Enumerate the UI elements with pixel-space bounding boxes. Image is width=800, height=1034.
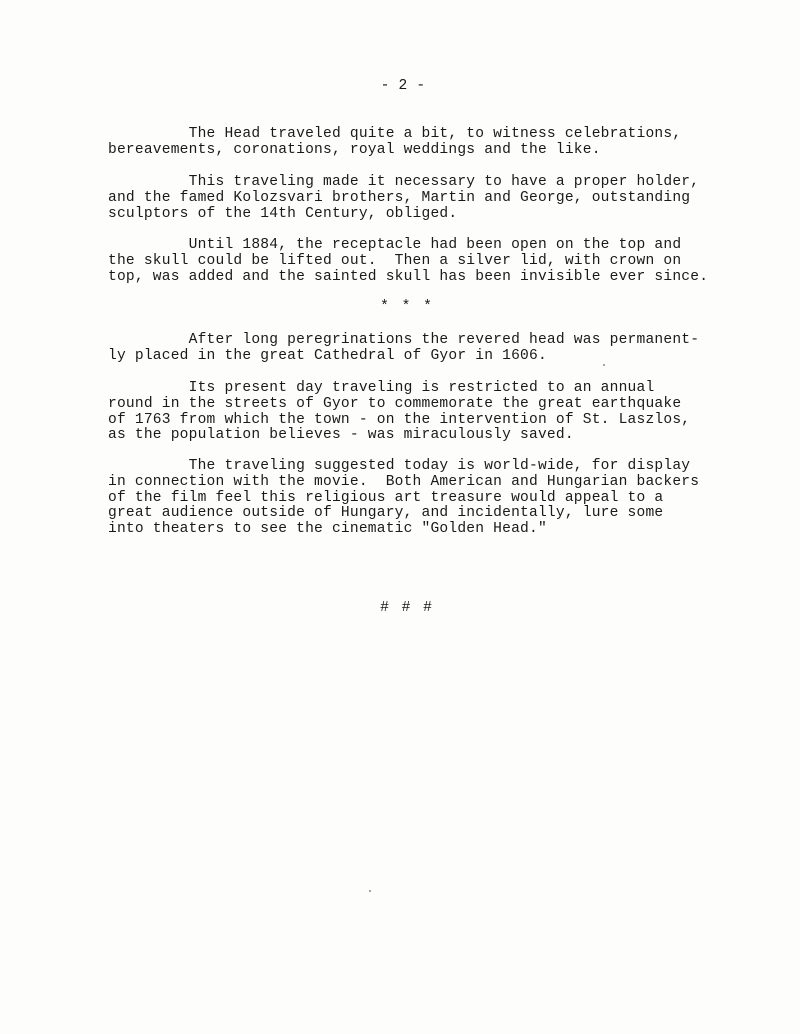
paragraph-line: and the famed Kolozsvari brothers, Martin and George, outstanding bbox=[108, 189, 691, 206]
paragraph-proper-holder bbox=[108, 175, 748, 222]
paragraph-line: in connection with the movie. Both American and Hungarian backers bbox=[108, 473, 700, 490]
paragraph-line: the skull could be lifted out. Then a silver lid, with crown on bbox=[108, 252, 682, 269]
page-number: - 2 - bbox=[380, 78, 426, 94]
paper-speck bbox=[603, 364, 605, 366]
paragraph-head-traveled bbox=[108, 127, 748, 159]
paragraph-line: This traveling made it necessary to have a proper holder, bbox=[108, 174, 700, 190]
paragraph-line: round in the streets of Gyor to commemorate the great earthquake bbox=[108, 395, 682, 412]
paragraph-line: as the population believes - was miraculously saved. bbox=[108, 427, 574, 444]
paragraph-line: of the film feel this religious art treasure would appeal to a bbox=[108, 489, 664, 506]
paragraph-line: After long peregrinations the revered head was permanent- bbox=[108, 332, 700, 348]
paragraph-cathedral bbox=[108, 333, 748, 365]
paragraph-line: into theaters to see the cinematic "Golden Head." bbox=[108, 521, 547, 538]
paragraph-receptacle bbox=[108, 238, 748, 285]
paragraph-line: great audience outside of Hungary, and incidentally, lure some bbox=[108, 505, 664, 522]
paragraph-line: sculptors of the 14th Century, obliged. bbox=[108, 205, 458, 222]
paragraph-line: bereavements, coronations, royal weddings and the like. bbox=[108, 141, 601, 158]
paper-speck bbox=[369, 890, 371, 892]
paragraph-line: The traveling suggested today is world-wide, for display bbox=[108, 458, 691, 474]
paragraph-line: top, was added and the sainted skull has been invisible ever since. bbox=[108, 268, 709, 285]
paragraph-line: of 1763 from which the town - on the intervention of St. Laszlos, bbox=[108, 411, 691, 428]
paragraph-line: The Head traveled quite a bit, to witness celebrations, bbox=[108, 126, 682, 142]
paragraph-line: Until 1884, the receptacle had been open on the top and bbox=[108, 237, 682, 253]
paragraph-line: Its present day traveling is restricted to an annual bbox=[108, 380, 655, 396]
paragraph-annual-round bbox=[108, 381, 748, 444]
section-separator: * * * bbox=[380, 299, 434, 315]
paragraph-world-wide bbox=[108, 459, 748, 538]
paragraph-line: ly placed in the great Cathedral of Gyor in 1606. bbox=[108, 347, 547, 364]
end-mark: # # # bbox=[380, 600, 434, 616]
